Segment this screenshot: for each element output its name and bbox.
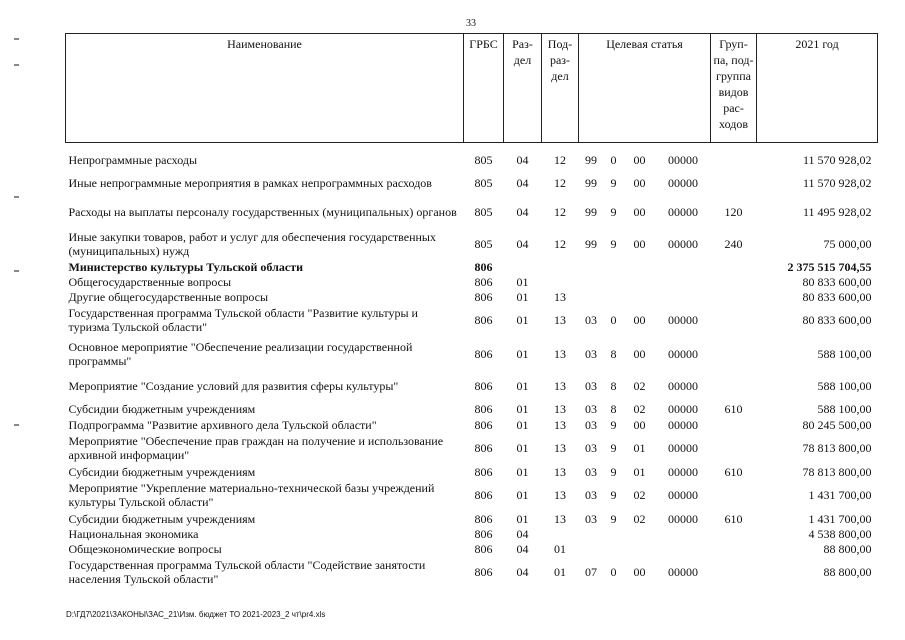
- row-target-subprogram: 0: [610, 565, 617, 579]
- row-name: Субсидии бюджетным учреждениям: [68, 401, 256, 416]
- row-name: Расходы на выплаты персоналу государственных (муниципальных) органов: [68, 205, 457, 219]
- row-amount: 588 100,00: [817, 379, 872, 393]
- row-target-direction: [656, 274, 711, 289]
- scan-mark: [14, 64, 19, 66]
- row-grbs: 806: [474, 379, 493, 393]
- row-podrazdel: [542, 259, 579, 274]
- row-podrazdel: [542, 274, 579, 289]
- row-target-subprogram: 9: [610, 176, 617, 190]
- row-grbs: 806: [474, 511, 493, 526]
- table-row: [66, 304, 878, 336]
- table-row: [66, 195, 878, 229]
- row-expense-type: [711, 304, 757, 336]
- row-target-program: [579, 259, 604, 274]
- row-target-direction: 00000: [668, 379, 698, 393]
- table-row: [66, 400, 878, 417]
- row-target-program: 07: [585, 565, 597, 579]
- row-target-direction: [656, 526, 711, 541]
- row-amount: 1 431 700,00: [808, 511, 872, 526]
- row-razdel: 01: [516, 347, 529, 361]
- row-name: Субсидии бюджетным учреждениям: [68, 511, 256, 526]
- row-expense-type: [711, 479, 757, 511]
- row-podrazdel: 13: [554, 347, 566, 361]
- row-name: Иные непрограммные мероприятия в рамках непрограммных расходов: [68, 176, 432, 190]
- row-amount: 75 000,00: [823, 237, 872, 251]
- row-target-subprogram: 8: [610, 347, 617, 361]
- row-name: Государственная программа Тульской области "Содействие занятости населения Тульской области": [68, 558, 426, 586]
- row-expense-type: [711, 526, 757, 541]
- row-expense-type: [711, 171, 757, 195]
- row-grbs: 806: [474, 441, 493, 455]
- row-expense-type: [711, 556, 757, 588]
- row-razdel: 04: [516, 237, 529, 251]
- row-podrazdel: 12: [554, 237, 566, 251]
- table-row: [66, 336, 878, 372]
- header-podrazdel: Под- раз- дел: [542, 34, 579, 143]
- row-target-event: [624, 274, 656, 289]
- row-target-program: [579, 289, 604, 304]
- row-podrazdel: [542, 526, 579, 541]
- row-amount: 80 833 600,00: [802, 313, 872, 327]
- row-target-event: 01: [633, 464, 646, 479]
- budget-table: [65, 33, 878, 588]
- row-amount: 11 570 928,02: [802, 176, 872, 190]
- row-target-direction: 00000: [668, 347, 698, 361]
- scan-mark: [14, 424, 19, 426]
- row-target-event: 01: [633, 441, 646, 455]
- row-target-direction: 00000: [668, 488, 698, 502]
- row-name: Общеэкономические вопросы: [68, 541, 222, 556]
- row-grbs: 805: [474, 237, 493, 251]
- row-target-direction: [656, 259, 711, 274]
- row-expense-type: [711, 432, 757, 464]
- row-grbs: 806: [474, 417, 493, 432]
- row-grbs: 806: [474, 526, 493, 541]
- row-target-direction: 00000: [668, 511, 698, 526]
- row-amount: 80 833 600,00: [802, 289, 872, 304]
- row-amount: 1 431 700,00: [808, 488, 872, 502]
- row-target-event: 00: [633, 347, 646, 361]
- row-podrazdel: 13: [554, 488, 566, 502]
- row-amount: 88 800,00: [823, 541, 872, 556]
- table-row: [66, 464, 878, 479]
- row-expense-type: [711, 372, 757, 400]
- table-row: [66, 289, 878, 304]
- row-target-event: 02: [633, 401, 646, 416]
- row-target-direction: 00000: [668, 176, 698, 190]
- row-target-program: 03: [585, 488, 597, 502]
- row-name: Мероприятие "Обеспечение прав граждан на получение и использование архивной информации": [68, 434, 444, 462]
- row-grbs: 806: [474, 259, 493, 274]
- row-grbs: 806: [474, 347, 493, 361]
- row-podrazdel: 12: [554, 176, 566, 190]
- table-row: [66, 479, 878, 511]
- row-razdel: 01: [516, 441, 529, 455]
- row-name: Непрограммные расходы: [68, 153, 198, 167]
- file-path-footer: D:\ГД7\2021\ЗАКОНЫ\ЗАС_21\Изм. бюджет ТО 2021-2023_2 чт\pr4.xls: [66, 610, 326, 619]
- row-grbs: 805: [474, 176, 493, 190]
- row-target-event: 00: [633, 565, 646, 579]
- row-target-event: 02: [633, 511, 646, 526]
- page-number: 33: [466, 18, 476, 29]
- row-target-event: [624, 526, 656, 541]
- row-target-subprogram: 8: [610, 379, 617, 393]
- table-row: [66, 171, 878, 195]
- scan-mark: [14, 270, 19, 272]
- row-razdel: [504, 259, 542, 274]
- row-target-program: 99: [585, 176, 597, 190]
- row-target-program: 03: [585, 313, 597, 327]
- row-expense-type: 610: [724, 464, 743, 479]
- row-podrazdel: 13: [554, 511, 566, 526]
- row-amount: 78 813 800,00: [802, 441, 872, 455]
- row-podrazdel: 13: [554, 379, 566, 393]
- row-target-program: 99: [585, 237, 597, 251]
- row-name: Государственная программа Тульской области "Развитие культуры и туризма Тульской области": [68, 306, 418, 334]
- row-target-direction: 00000: [668, 464, 698, 479]
- row-amount: 78 813 800,00: [802, 464, 872, 479]
- row-target-subprogram: 9: [610, 417, 617, 432]
- row-grbs: 806: [474, 401, 493, 416]
- row-expense-type: [711, 289, 757, 304]
- row-expense-type: 610: [724, 511, 743, 526]
- row-expense-type: [711, 149, 757, 171]
- table-row: [66, 541, 878, 556]
- row-target-subprogram: [604, 526, 624, 541]
- row-target-subprogram: [604, 289, 624, 304]
- row-target-program: 03: [585, 401, 597, 416]
- row-target-direction: [656, 289, 711, 304]
- header-razdel: Раз- дел: [504, 34, 542, 143]
- row-name: Мероприятие "Укрепление материально-технической базы учреждений культуры Тульской области": [68, 481, 435, 509]
- row-grbs: 806: [474, 289, 493, 304]
- row-razdel: 04: [516, 205, 529, 219]
- row-target-program: [579, 541, 604, 556]
- row-podrazdel: 13: [554, 401, 566, 416]
- row-expense-type: [711, 274, 757, 289]
- table-row: [66, 432, 878, 464]
- row-target-event: 00: [633, 153, 646, 167]
- row-name: Национальная экономика: [68, 526, 199, 541]
- table-row: [66, 417, 878, 432]
- row-target-direction: 00000: [668, 441, 698, 455]
- row-target-subprogram: 0: [610, 153, 617, 167]
- row-target-program: 99: [585, 153, 597, 167]
- row-grbs: 806: [474, 565, 493, 579]
- row-target-subprogram: [604, 541, 624, 556]
- row-name: Другие общегосударственные вопросы: [68, 289, 269, 304]
- table-row: [66, 274, 878, 289]
- table-row: [66, 511, 878, 526]
- row-podrazdel: 12: [554, 205, 566, 219]
- table-row: [66, 556, 878, 588]
- row-podrazdel: 13: [554, 464, 566, 479]
- header-name: Наименование: [66, 34, 464, 143]
- row-podrazdel: 13: [554, 417, 566, 432]
- row-razdel: 01: [516, 401, 529, 416]
- row-razdel: 01: [516, 488, 529, 502]
- row-razdel: 01: [516, 379, 529, 393]
- table-body: [66, 143, 878, 589]
- row-grbs: 805: [474, 205, 493, 219]
- row-amount: 588 100,00: [817, 401, 872, 416]
- table-row: [66, 149, 878, 171]
- row-name: Субсидии бюджетным учреждениям: [68, 464, 256, 479]
- row-name: Подпрограмма "Развитие архивного дела Тульской области": [68, 417, 377, 432]
- row-podrazdel: 13: [554, 441, 566, 455]
- row-razdel: 01: [516, 289, 529, 304]
- row-grbs: 806: [474, 274, 493, 289]
- row-grbs: 806: [474, 488, 493, 502]
- row-expense-type: [711, 417, 757, 432]
- scan-mark: [14, 196, 19, 198]
- row-target-subprogram: 9: [610, 441, 617, 455]
- row-target-subprogram: 9: [610, 237, 617, 251]
- row-grbs: 805: [474, 153, 493, 167]
- row-target-program: 03: [585, 441, 597, 455]
- row-name: Общегосударственные вопросы: [68, 274, 232, 289]
- row-target-subprogram: 0: [610, 313, 617, 327]
- row-target-event: 00: [633, 313, 646, 327]
- row-target-event: 02: [633, 488, 646, 502]
- row-name: Иные закупки товаров, работ и услуг для обеспечения государственных (муниципальных) нужд: [68, 230, 436, 258]
- row-target-event: [624, 289, 656, 304]
- row-target-direction: 00000: [668, 153, 698, 167]
- row-podrazdel: 12: [554, 153, 566, 167]
- scan-mark: [14, 38, 19, 40]
- row-amount: 11 495 928,02: [802, 205, 872, 219]
- row-expense-type: [711, 259, 757, 274]
- row-amount: 2 375 515 704,55: [787, 259, 872, 274]
- row-razdel: 01: [516, 313, 529, 327]
- row-target-program: 03: [585, 379, 597, 393]
- row-target-direction: 00000: [668, 313, 698, 327]
- row-target-program: 03: [585, 347, 597, 361]
- row-target-subprogram: [604, 274, 624, 289]
- header-grbs: ГРБС: [464, 34, 504, 143]
- row-expense-type: 120: [724, 205, 743, 219]
- row-razdel: 04: [516, 565, 529, 579]
- row-podrazdel: 01: [554, 541, 566, 556]
- row-razdel: 01: [516, 464, 529, 479]
- row-expense-type: [711, 336, 757, 372]
- row-target-subprogram: 9: [610, 488, 617, 502]
- row-expense-type: 240: [724, 237, 743, 251]
- row-target-direction: 00000: [668, 417, 698, 432]
- row-target-program: 99: [585, 205, 597, 219]
- row-target-subprogram: 9: [610, 205, 617, 219]
- row-amount: 80 833 600,00: [802, 274, 872, 289]
- row-name: Основное мероприятие "Обеспечение реализации государственной программы": [68, 340, 413, 368]
- table-header-row: [66, 34, 878, 143]
- row-target-event: 00: [633, 417, 646, 432]
- table-row: [66, 259, 878, 274]
- row-target-direction: 00000: [668, 237, 698, 251]
- header-year-2021: 2021 год: [757, 34, 878, 143]
- row-razdel: 04: [516, 541, 529, 556]
- row-grbs: 806: [474, 541, 493, 556]
- row-amount: 588 100,00: [817, 347, 872, 361]
- row-target-direction: 00000: [668, 565, 698, 579]
- header-target-article: Целевая статья: [579, 34, 711, 143]
- row-target-event: [624, 259, 656, 274]
- row-target-event: 02: [633, 379, 646, 393]
- row-target-subprogram: [604, 259, 624, 274]
- row-target-direction: 00000: [668, 205, 698, 219]
- row-expense-type: 610: [724, 401, 743, 416]
- row-grbs: 806: [474, 313, 493, 327]
- row-target-subprogram: 9: [610, 511, 617, 526]
- row-grbs: 806: [474, 464, 493, 479]
- row-razdel: 04: [516, 526, 529, 541]
- row-amount: 4 538 800,00: [808, 526, 872, 541]
- row-target-event: 00: [633, 205, 646, 219]
- row-target-program: 03: [585, 417, 597, 432]
- row-target-event: [624, 541, 656, 556]
- row-name: Мероприятие "Создание условий для развития сферы культуры": [68, 379, 399, 393]
- row-razdel: 04: [516, 153, 529, 167]
- row-target-program: 03: [585, 464, 597, 479]
- row-expense-type: [711, 541, 757, 556]
- row-razdel: 01: [516, 417, 529, 432]
- row-target-program: 03: [585, 511, 597, 526]
- row-target-event: 00: [633, 237, 646, 251]
- row-target-program: [579, 274, 604, 289]
- row-target-subprogram: 8: [610, 401, 617, 416]
- row-target-program: [579, 526, 604, 541]
- row-target-direction: [656, 541, 711, 556]
- row-podrazdel: 01: [554, 565, 566, 579]
- row-razdel: 01: [516, 274, 529, 289]
- budget-table-sheet: [65, 33, 877, 588]
- row-razdel: 04: [516, 176, 529, 190]
- row-name: Министерство культуры Тульской области: [68, 259, 304, 274]
- row-amount: 11 570 928,02: [802, 153, 872, 167]
- row-amount: 80 245 500,00: [802, 417, 872, 432]
- row-target-direction: 00000: [668, 401, 698, 416]
- row-razdel: 01: [516, 511, 529, 526]
- row-podrazdel: 13: [554, 313, 566, 327]
- table-row: [66, 229, 878, 259]
- row-target-event: 00: [633, 176, 646, 190]
- row-podrazdel: 13: [554, 289, 566, 304]
- table-row: [66, 372, 878, 400]
- table-row: [66, 526, 878, 541]
- row-amount: 88 800,00: [823, 565, 872, 579]
- header-expense-type: Груп- па, под- группа видов рас- ходов: [711, 34, 757, 143]
- row-target-subprogram: 9: [610, 464, 617, 479]
